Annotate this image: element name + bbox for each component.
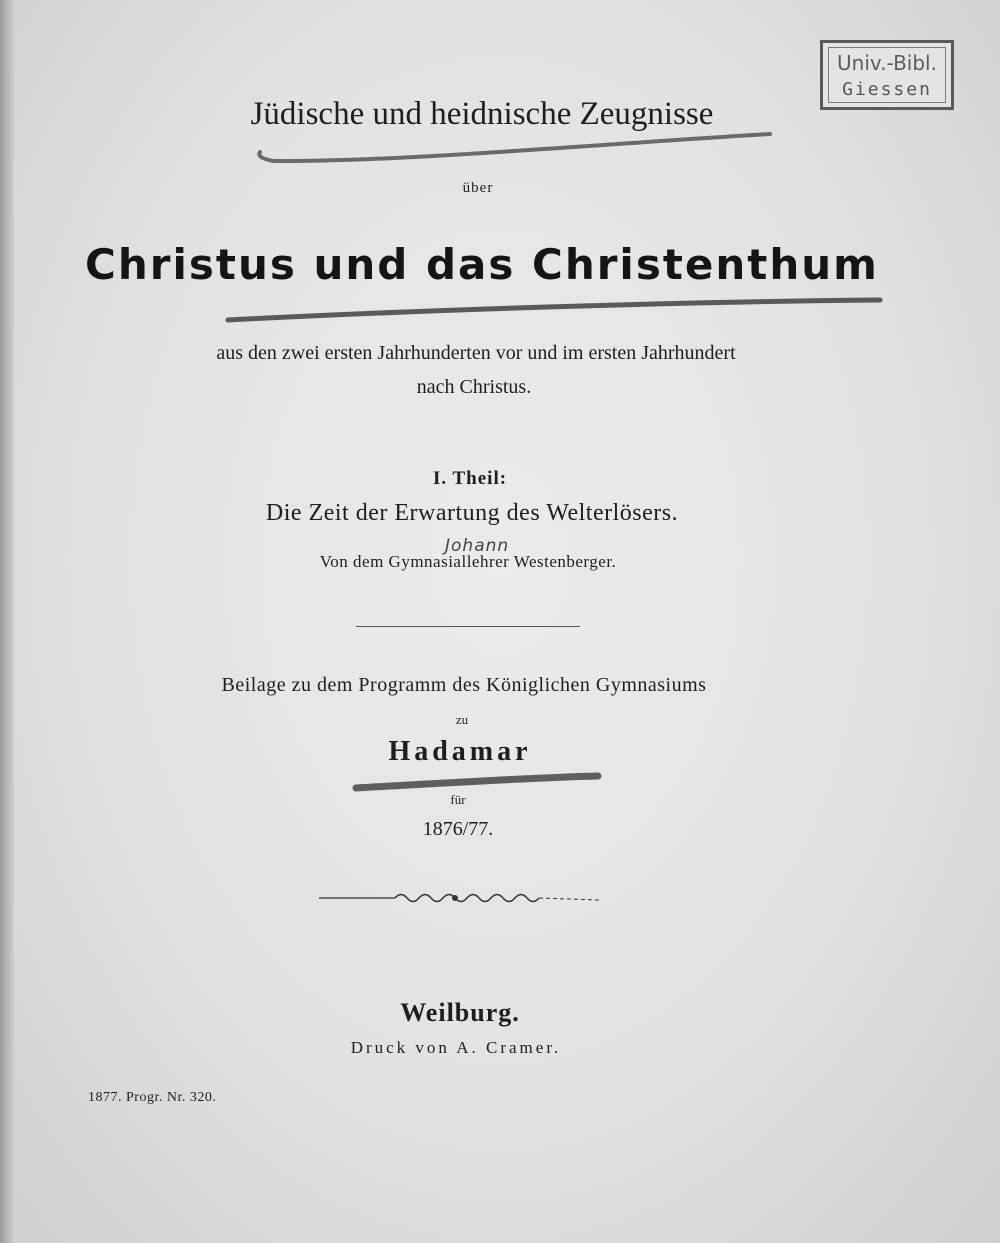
divider-rule <box>356 626 580 627</box>
printer-line: Druck von A. Cramer. <box>350 1038 562 1057</box>
preposition-fuer: für <box>450 792 466 807</box>
author-line: Von dem Gymnasiallehrer Westenberger. <box>319 552 617 571</box>
ornament-flourish <box>315 888 605 910</box>
heading: Jüdische und heidnische Zeugnisse <box>250 96 714 132</box>
pencil-underline-heading <box>250 124 780 169</box>
subtitle-line-1: aus den zwei ersten Jahrhunderten vor und im ersten Jahrhundert <box>216 342 736 364</box>
school-year: 1876/77. <box>422 818 494 840</box>
place-name: Hadamar <box>388 736 532 767</box>
program-number-note: 1877. Progr. Nr. 320. <box>88 1090 217 1105</box>
stamp-library-name: Univ.-Bibl. <box>837 51 937 75</box>
main-title: Christus und das Christenthum <box>85 240 879 289</box>
part-title: Die Zeit der Erwartung des Welterlösers. <box>265 500 679 526</box>
subtitle-line-2: nach Christus. <box>416 376 532 398</box>
preposition-zu: zu <box>455 712 469 727</box>
handwritten-first-name: Johann <box>445 536 510 556</box>
stamp-city: Giessen <box>842 79 932 100</box>
pencil-underline-title <box>220 292 890 327</box>
part-label: I. Theil: <box>432 468 508 489</box>
publisher-city: Weilburg. <box>400 998 520 1027</box>
preposition-ueber: über <box>462 180 494 196</box>
supplement-line: Beilage zu dem Programm des Königlichen Gymnasiums <box>221 674 707 696</box>
